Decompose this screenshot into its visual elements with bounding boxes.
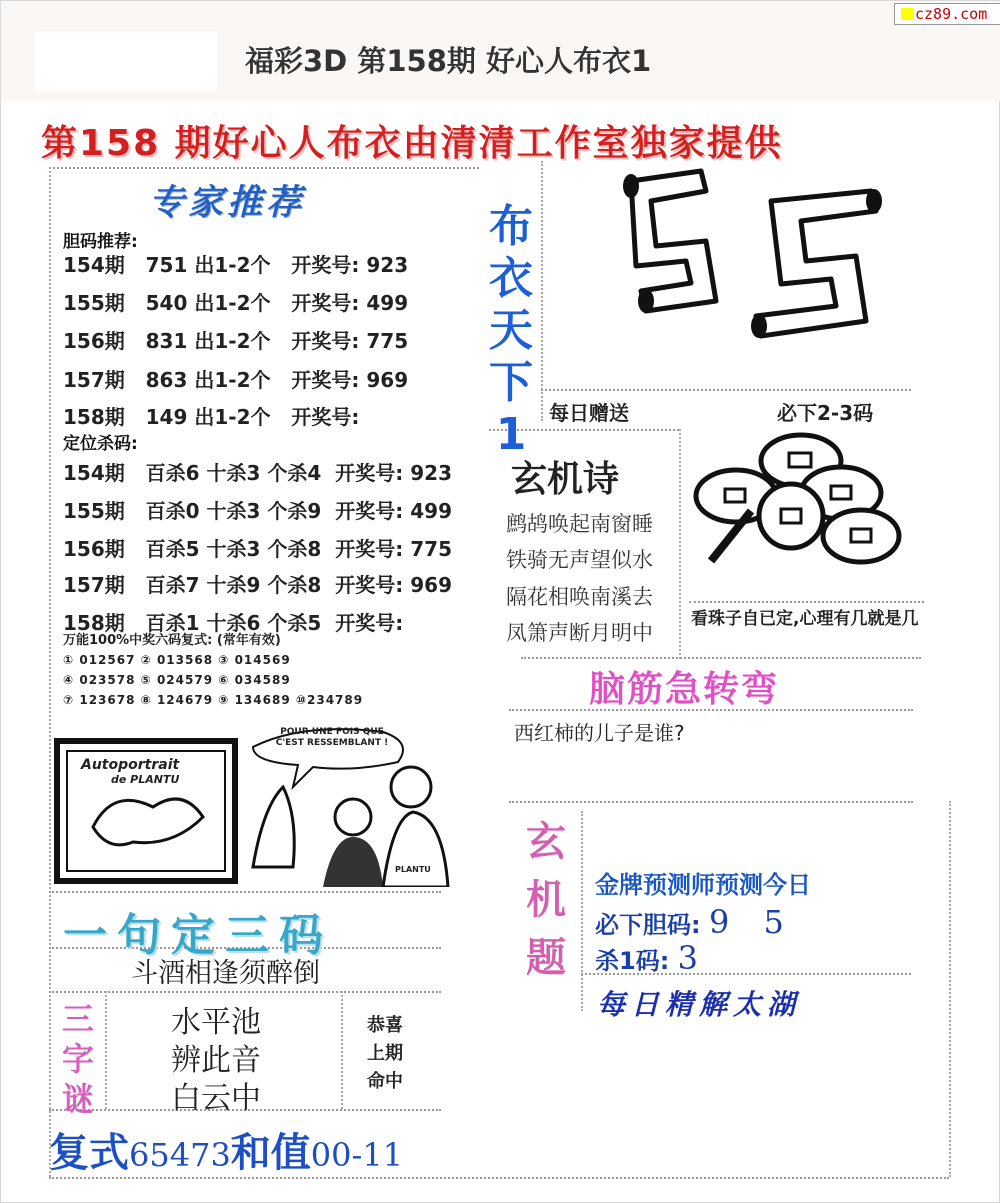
site-badge[interactable] <box>894 3 1000 25</box>
dan-label: 胆码推荐: <box>63 232 138 252</box>
divider <box>689 601 924 603</box>
draw-value: 499 <box>366 291 409 315</box>
sixcode-row: ① 012567 ② 013568 ③ 014569 <box>63 653 291 667</box>
sum-value: 00-11 <box>310 1136 404 1174</box>
cartoon-speech: POUR UNE FOIS QUE C'EST RESSEMBLANT ! <box>275 727 389 748</box>
issue: 156期 <box>63 537 125 561</box>
vertical-char: 布 <box>489 201 533 252</box>
dan-row <box>63 325 408 354</box>
poem-title: 玄机诗 <box>511 459 620 500</box>
prediction-dan <box>595 903 796 941</box>
one-line-title: 一句定三码 <box>63 910 333 961</box>
sanzi-title <box>53 999 103 1119</box>
kills: 百杀6 十杀3 个杀4 <box>145 461 322 485</box>
code-text: 出1-2个 <box>194 253 271 277</box>
divider <box>949 801 951 1177</box>
fushi-label: 复式 <box>49 1130 129 1176</box>
vertical-char: 下 <box>489 357 533 408</box>
divider <box>105 991 107 1109</box>
brain-teaser-question: 西红柿的儿子是谁? <box>514 721 685 745</box>
draw-value: 969 <box>366 368 409 392</box>
riddle-line: 辨此音 <box>171 1043 261 1078</box>
prediction-kill <box>595 939 698 977</box>
fushi-line <box>49 1121 403 1178</box>
draw-label: 开奖号: <box>335 499 404 523</box>
kills: 百杀0 十杀3 个杀9 <box>145 499 322 523</box>
kills: 百杀7 十杀9 个杀8 <box>145 573 322 597</box>
cartoon-signature: PLANTU <box>395 865 431 874</box>
divider <box>509 801 913 803</box>
draw-label: 开奖号: <box>291 253 360 277</box>
cartoon-drawing <box>53 727 453 887</box>
kill-label: 杀1码: <box>595 947 670 975</box>
issue: 156期 <box>63 329 125 353</box>
draw-label: 开奖号: <box>291 329 360 353</box>
header-bar <box>1 1 1000 101</box>
code-text: 出1-2个 <box>194 368 271 392</box>
code-text: 出1-2个 <box>194 291 271 315</box>
code-text: 出1-2个 <box>194 329 271 353</box>
code-text: 出1-2个 <box>194 405 271 429</box>
issue: 157期 <box>63 573 125 597</box>
sanzi-char: 三 <box>61 1000 94 1038</box>
xuanji-char: 机 <box>526 877 566 923</box>
draw-label: 开奖号: <box>335 611 404 635</box>
riddle-line: 白云中 <box>171 1081 261 1116</box>
divider <box>541 161 543 421</box>
sixcode-row: ④ 023578 ⑤ 024579 ⑥ 034589 <box>63 673 291 687</box>
sum-label: 和值 <box>230 1130 311 1176</box>
draw-label: 开奖号: <box>335 461 404 485</box>
beads-caption: 看珠子自已定,心理有几就是几 <box>691 609 919 629</box>
xuanji-char: 题 <box>526 935 566 981</box>
vertical-char: 衣 <box>489 253 533 304</box>
dan-row <box>63 287 408 316</box>
code: 863 <box>145 368 188 392</box>
sixcode-title: 万能100%中奖六码复式: (常年有效) <box>63 633 281 648</box>
dan-row <box>63 364 408 393</box>
brain-teaser-title: 脑筋急转弯 <box>589 669 780 710</box>
number-55-icon <box>591 161 901 391</box>
code: 149 <box>145 405 188 429</box>
draw-label: 开奖号: <box>291 291 360 315</box>
dan-value: 9 5 <box>708 903 796 941</box>
vertical-char: 1 <box>495 409 527 460</box>
kill-row <box>63 457 452 486</box>
cartoon-frame-text: de PLANTU <box>111 773 180 786</box>
badge-square-icon <box>901 8 913 20</box>
divider <box>521 657 921 659</box>
divider <box>49 167 479 169</box>
riddle-line: 水平池 <box>171 1005 261 1040</box>
cartoon-frame-text: Autoportrait <box>81 757 180 773</box>
draw-value: 923 <box>366 253 409 277</box>
fushi-value: 65473 <box>129 1136 231 1174</box>
poem-line: 鹧鸪唤起南窗睡 <box>506 512 653 536</box>
vertical-char: 天 <box>489 305 533 356</box>
dan-row <box>63 249 408 278</box>
draw-value: 775 <box>366 329 409 353</box>
issue: 155期 <box>63 291 125 315</box>
issue: 154期 <box>63 461 125 485</box>
xuanji-title <box>516 813 576 987</box>
sanzi-char: 字 <box>61 1040 94 1078</box>
code: 540 <box>145 291 188 315</box>
divider <box>679 429 681 659</box>
kill-row <box>63 533 452 562</box>
vertical-title <box>481 201 541 461</box>
daily-gift-label: 每日赠送 <box>549 401 629 425</box>
draw-label: 开奖号: <box>335 537 404 561</box>
kills: 百杀1 十杀6 个杀5 <box>145 611 322 635</box>
divider <box>581 811 583 1011</box>
issue: 158期 <box>63 611 125 635</box>
sanzi-char: 谜 <box>61 1080 94 1118</box>
cartoon-image <box>53 727 453 887</box>
draw-value: 969 <box>410 573 452 597</box>
issue: 157期 <box>63 368 125 392</box>
code: 751 <box>145 253 188 277</box>
divider <box>341 991 343 1109</box>
kill-label: 定位杀码: <box>63 434 138 454</box>
one-line-text: 斗酒相逢须醉倒 <box>131 958 320 989</box>
kill-row <box>63 495 452 524</box>
page-title: 福彩3D 第158期 好心人布衣1 <box>245 44 652 78</box>
divider <box>49 991 441 993</box>
congrats-text: 恭喜 <box>367 1015 403 1036</box>
kill-value: 3 <box>677 939 699 977</box>
coins-icon <box>691 431 911 601</box>
divider <box>49 891 441 893</box>
kills: 百杀5 十杀3 个杀8 <box>145 537 322 561</box>
poem-line: 隔花相唤南溪去 <box>506 585 653 609</box>
banner-title: 第158 期好心人布衣由清清工作室独家提供 <box>41 123 783 164</box>
issue: 154期 <box>63 253 125 277</box>
must-hit-label: 必下2-3码 <box>777 401 874 425</box>
issue: 158期 <box>63 405 125 429</box>
kill-row <box>63 569 452 598</box>
sixcode-row: ⑦ 123678 ⑧ 124679 ⑨ 134689 ⑩234789 <box>63 693 364 707</box>
poem-line: 铁骑无声望似水 <box>506 548 653 572</box>
draw-label: 开奖号: <box>291 405 360 429</box>
congrats-text: 上期 <box>367 1043 403 1064</box>
poem-line: 凤箫声断月明中 <box>506 621 653 645</box>
draw-value: 775 <box>410 537 452 561</box>
logo-placeholder <box>35 31 217 91</box>
draw-label: 开奖号: <box>335 573 404 597</box>
xuanji-char: 玄 <box>526 819 566 865</box>
expert-title: 专家推荐 <box>149 183 306 223</box>
draw-label: 开奖号: <box>291 368 360 392</box>
congrats-text: 命中 <box>367 1071 403 1092</box>
issue: 155期 <box>63 499 125 523</box>
divider <box>49 167 51 1177</box>
prediction-line: 金牌预测师预测今日 <box>595 871 811 899</box>
draw-value: 499 <box>410 499 452 523</box>
daily-tai-label: 每日精解太湖 <box>597 988 802 1021</box>
site-badge-text: cz89.com <box>915 5 988 23</box>
dan-row <box>63 401 359 430</box>
dan-label: 必下胆码: <box>595 911 701 939</box>
draw-value: 923 <box>410 461 452 485</box>
code: 831 <box>145 329 188 353</box>
